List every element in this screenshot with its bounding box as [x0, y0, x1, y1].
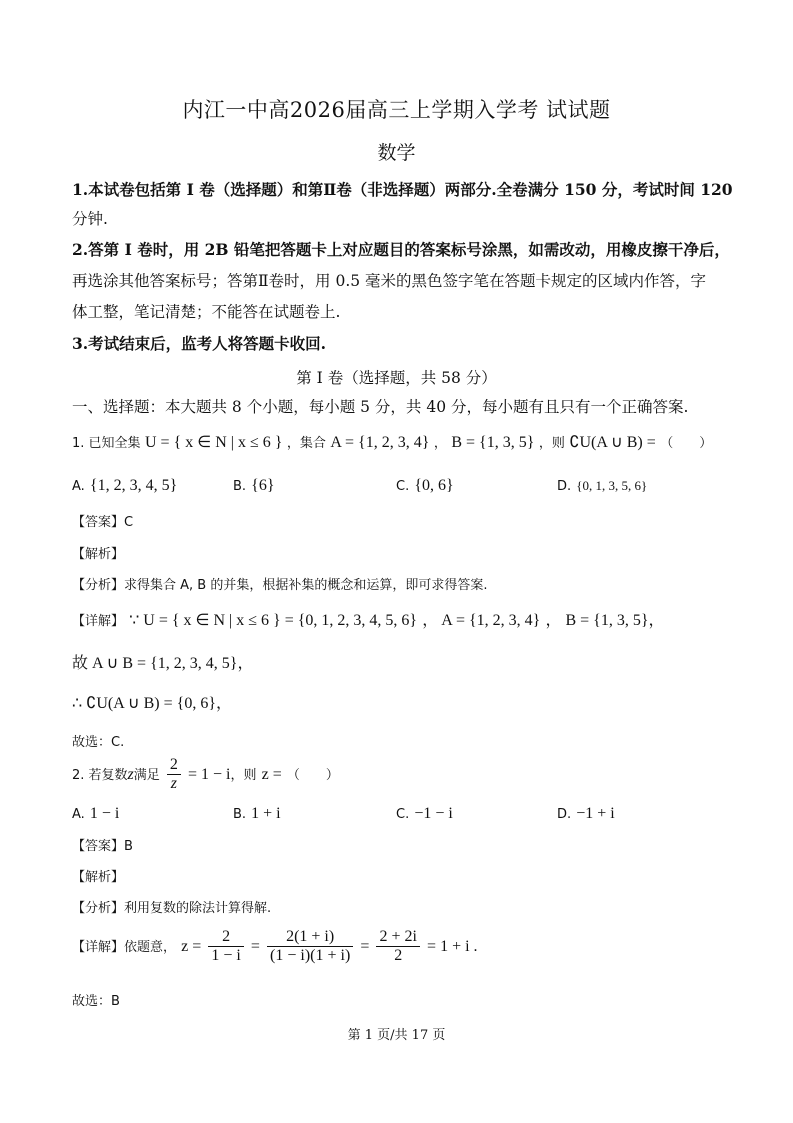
q2-option-d [557, 803, 615, 823]
q2-stem-rhs: = 1 − i [187, 766, 231, 783]
q2-stem-z: z [127, 766, 134, 783]
q1-stem-sep: ， [433, 436, 447, 451]
q2-option-a-value: 1 − i [89, 805, 120, 822]
q2-option-d-value: −1 + i [576, 805, 615, 822]
subject-title: 数学 [377, 142, 416, 164]
q1-option-c [396, 475, 454, 495]
q2-eq1: = [250, 938, 260, 955]
q2-f2-num: 2(1 + i) [267, 928, 353, 947]
q2-answer: 【答案】B [72, 839, 133, 854]
q1-line-3: ∴ ∁U(A ∪ B) = {0, 6}， [72, 695, 233, 712]
q1-option-d [557, 475, 647, 494]
q1-stem-mid1: ，集合 [286, 436, 326, 451]
q1-expression: ∁U(A ∪ B) = [569, 434, 656, 451]
q1-analysis-tag: 【解析】 [72, 547, 125, 562]
q1-option-a-value: {1, 2, 3, 4, 5} [89, 477, 178, 494]
q1-answer: 【答案】C [72, 515, 134, 530]
q2-choice: 故选：B [72, 994, 120, 1009]
q1-option-c-value: {0, 6} [414, 477, 454, 494]
note-2-line-3: 体工整，笔记清楚；不能答在试题卷上. [72, 303, 341, 321]
q2-answer-paren: （ ） [286, 768, 339, 783]
q2-eq2: = [360, 938, 370, 955]
q2-option-a-label: A. [72, 807, 85, 822]
q2-option-b-value: 1 + i [251, 805, 281, 822]
q2-frac-num: 2 [167, 756, 181, 775]
q2-stem-then: ，则 [230, 768, 257, 783]
q1-line1-a: ， A = {1, 2, 3, 4} [422, 612, 541, 629]
q1-set-a: A = {1, 2, 3, 4} [330, 434, 430, 451]
q2-xiangjie [72, 928, 478, 965]
q1-xiangjie-tag: 【详解】 [72, 614, 125, 629]
q2-f3-num: 2 + 2i [376, 928, 419, 947]
q2-fenxi: 【分析】利用复数的除法计算得解. [72, 901, 272, 916]
q1-choice: 故选：C. [72, 735, 125, 750]
q2-stem [72, 756, 339, 793]
q2-stem-mid: 满足 [133, 768, 160, 783]
q2-eq3: = 1 + i . [427, 938, 478, 955]
q2-f1-den: 1 − i [211, 947, 241, 964]
note-1-line-2: 分钟. [72, 210, 108, 228]
q2-f2-den: (1 − i)(1 + i) [270, 947, 351, 964]
q1-set-u: U = { x ∈ N | x ≤ 6 } [145, 434, 283, 451]
q2-f1-num: 2 [208, 928, 243, 947]
q1-option-d-label: D. [557, 479, 572, 494]
q2-f3-den: 2 [394, 947, 403, 964]
note-2-line-1: 2.答第 I 卷时，用 2B 铅笔把答题卡上对应题目的答案标号涂黑，如需改动，用橡皮擦干净后， [72, 240, 730, 259]
q1-line-2: 故 A ∪ B = {1, 2, 3, 4, 5}， [72, 655, 254, 672]
q2-option-b [233, 803, 281, 823]
q2-option-c [396, 803, 453, 823]
q1-set-b: B = {1, 3, 5} [451, 434, 535, 451]
q1-line1-u: ∵ U = { x ∈ N | x ≤ 6 } = {0, 1, 2, 3, 4, 5, 6} [129, 612, 418, 629]
q2-option-c-value: −1 − i [414, 805, 453, 822]
q2-fraction-2 [267, 928, 353, 965]
q1-option-b [233, 475, 275, 495]
note-2-line-2: 再选涂其他答案标号；答第Ⅱ卷时，用 0.5 毫米的黑色签字笔在答题卡规定的区域内作答，字 [72, 272, 707, 290]
q1-stem-prefix: 1. 已知全集 [72, 436, 141, 451]
page-footer: 第 1 页/共 17 页 [347, 1028, 446, 1043]
note-1-line-1: 1.本试卷包括第 I 卷（选择题）和第Ⅱ卷（非选择题）两部分.全卷满分 150 分，考试时间 120 [72, 180, 733, 199]
q1-option-d-value: {0, 1, 3, 5, 6} [576, 478, 648, 493]
q1-fenxi: 【分析】求得集合 A, B 的并集，根据补集的概念和运算，即可求得答案. [72, 578, 488, 593]
q1-option-b-label: B. [233, 479, 247, 494]
q1-stem-mid2: ，则 [538, 436, 565, 451]
q2-fraction-3 [376, 928, 419, 965]
q2-stem-fraction [167, 756, 181, 793]
q2-analysis-tag: 【解析】 [72, 870, 125, 885]
q1-option-b-value: {6} [251, 477, 275, 494]
q2-option-a [72, 803, 119, 823]
q1-line1-b: ， B = {1, 3, 5}， [545, 612, 665, 629]
q2-option-d-label: D. [557, 807, 572, 822]
q1-option-a-label: A. [72, 479, 85, 494]
q2-option-c-label: C. [396, 807, 410, 822]
note-3: 3.考试结束后，监考人将答题卡收回. [72, 334, 327, 353]
q2-stem-expr: z = [261, 766, 282, 783]
q1-option-c-label: C. [396, 479, 410, 494]
q2-option-b-label: B. [233, 807, 247, 822]
section-title: 第 I 卷（选择题，共 58 分） [296, 369, 497, 387]
q1-stem [72, 432, 712, 452]
q2-eq-z: z = [181, 938, 202, 955]
exam-title: 内江一中高2026届高三上学期入学考 试试题 [182, 98, 611, 122]
q2-xiangjie-tag: 【详解】依题意， [72, 940, 177, 955]
q1-xiangjie-line-1 [72, 607, 665, 630]
q2-fraction-1 [208, 928, 243, 965]
q2-frac-den: z [170, 775, 177, 792]
part-heading: 一、选择题：本大题共 8 个小题，每小题 5 分，共 40 分，每小题有且只有一个正确答案. [72, 398, 689, 416]
q1-option-a [72, 475, 177, 495]
q1-answer-paren: （ ） [660, 436, 713, 451]
q2-stem-prefix: 2. 若复数 [72, 768, 128, 783]
